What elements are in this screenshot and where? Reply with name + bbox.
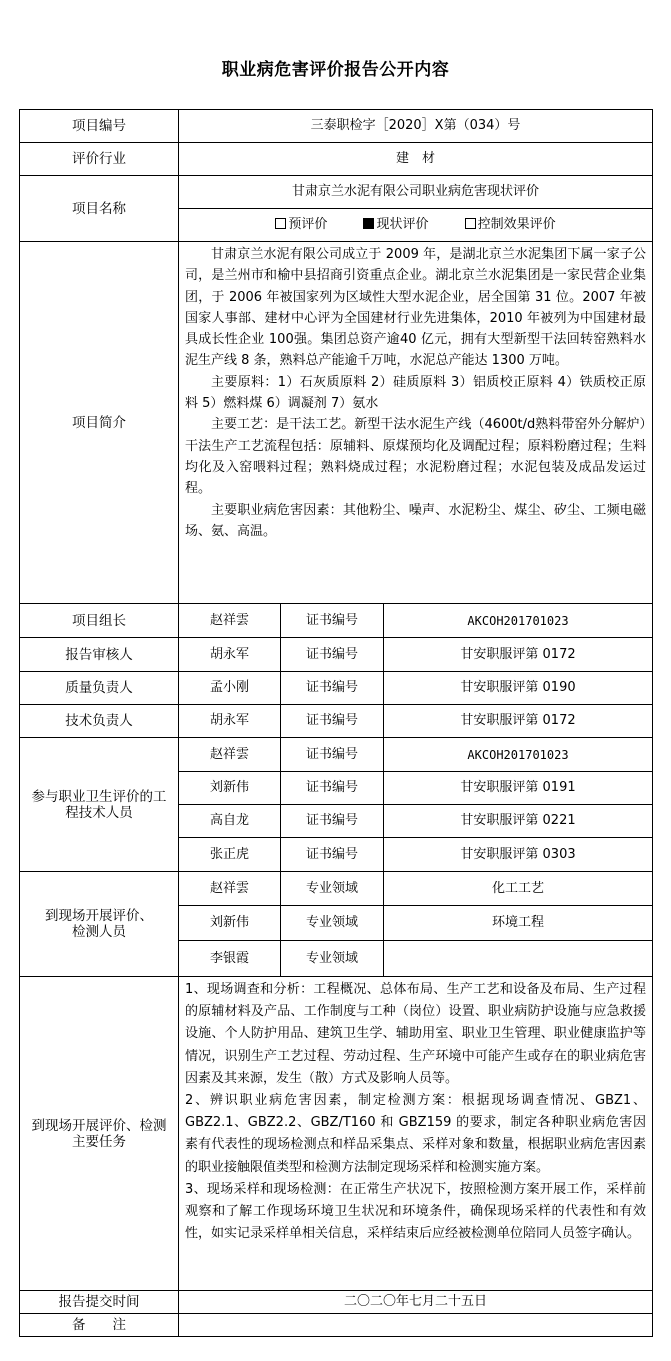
row-tasks <box>20 977 653 1291</box>
submit-date: 二〇二〇年七月二十五日 <box>179 1291 653 1314</box>
quality-label: 质量负责人 <box>20 672 179 705</box>
cert-number: AKCOH201701023 <box>384 604 653 638</box>
intro-paragraph: 主要工艺：是干法工艺。新型干法水泥生产线（4600t/d熟料带窑外分解炉）干法生产工艺流程包括：原辅料、原煤预均化及调配过程；原料粉磨过程；生料均化及入窑喂料过程；熟料烧成过程；水泥粉磨过程；水泥包装及成品发运过程。 <box>185 417 646 497</box>
row-reviewer <box>20 638 653 672</box>
cert-number: 甘安职服评第 0303 <box>384 838 653 872</box>
engineer-name: 高自龙 <box>179 805 281 838</box>
cert-label: 证书编号 <box>281 805 384 838</box>
task-paragraph: 2、辨识职业病危害因素，制定检测方案：根据现场调查情况、GBZ1、GBZ2.1、GBZ2.2、GBZ/T160 和 GBZ159 的要求，制定各种职业病危害因素有代表性的现场检测点和样品采集点、采样对象和数量，根据职业病危害因素的职业接触限值类型和检测方法制定现场采样和检测实施方案。 <box>185 1093 646 1175</box>
cert-label: 证书编号 <box>281 638 384 672</box>
engineers-label: 参与职业卫生评价的工程技术人员 <box>20 738 179 872</box>
row-intro <box>20 242 653 604</box>
cert-label: 证书编号 <box>281 738 384 772</box>
row-submit <box>20 1291 653 1314</box>
leader-label: 项目组长 <box>20 604 179 638</box>
row-engineer <box>20 738 653 772</box>
cert-number: 甘安职服评第 0191 <box>384 772 653 805</box>
row-leader <box>20 604 653 638</box>
option-label: 现状评价 <box>376 217 429 232</box>
cert-number: 甘安职服评第 0172 <box>384 638 653 672</box>
intro-content <box>179 242 653 604</box>
row-field-staff <box>20 872 653 906</box>
intro-label: 项目简介 <box>20 242 179 604</box>
cert-label: 证书编号 <box>281 604 384 638</box>
eval-type-options <box>179 209 653 242</box>
cert-label: 证书编号 <box>281 838 384 872</box>
tasks-label: 到现场开展评价、检测主要任务 <box>20 977 179 1291</box>
field-value: 环境工程 <box>384 906 653 941</box>
row-remarks <box>20 1314 653 1337</box>
report-table <box>19 109 653 1337</box>
staff-name: 赵祥雲 <box>179 872 281 906</box>
engineer-name: 刘新伟 <box>179 772 281 805</box>
intro-paragraph: 主要职业病危害因素：其他粉尘、噪声、水泥粉尘、煤尘、矽尘、工频电磁场、氨、高温。 <box>185 502 646 539</box>
staff-name: 刘新伟 <box>179 906 281 941</box>
cert-label: 证书编号 <box>281 705 384 738</box>
page-title: 职业病危害评价报告公开内容 <box>221 60 450 80</box>
staff-name: 李银霞 <box>179 941 281 977</box>
row-project-no <box>20 110 653 143</box>
row-quality <box>20 672 653 705</box>
technical-label: 技术负责人 <box>20 705 179 738</box>
field-value: 化工工艺 <box>384 872 653 906</box>
option-status-eval <box>363 217 428 233</box>
row-technical <box>20 705 653 738</box>
remarks-value <box>179 1314 653 1337</box>
option-label: 预评价 <box>288 217 328 232</box>
project-name-value: 甘肃京兰水泥有限公司职业病危害现状评价 <box>179 176 653 209</box>
submit-label: 报告提交时间 <box>20 1291 179 1314</box>
project-no-value: 三泰职检字［2020］X第（034）号 <box>179 110 653 143</box>
field-staff-label: 到现场开展评价、检测人员 <box>20 872 179 977</box>
intro-paragraph: 甘肃京兰水泥有限公司成立于 2009 年，是湖北京兰水泥集团下属一家子公司，是兰州市和榆中县招商引资重点企业。湖北京兰水泥集团是一家民营企业集团，于 2006 年被国家列为区域性大型水泥企业，居全国第 31 位。2007 年被国家人事部、建材中心评为全国建材行业先进集体，2010 年被列为中国建材最具成长性企业 100强。集团总资产逾40 亿元，拥有大型新型干法回转窑熟料水泥生产线 8 条，熟料总产能逾千万吨，水泥总产能达 1300 万吨。 <box>185 247 646 369</box>
row-industry <box>20 143 653 176</box>
option-pre-eval <box>275 217 327 233</box>
industry-value: 建 材 <box>179 143 653 176</box>
option-label: 控制效果评价 <box>477 217 556 232</box>
project-name-label: 项目名称 <box>20 176 179 242</box>
field-label: 专业领域 <box>281 906 384 941</box>
engineer-name: 张正虎 <box>179 838 281 872</box>
project-no-label: 项目编号 <box>20 110 179 143</box>
cert-number: AKCOH201701023 <box>384 738 653 772</box>
technical-name: 胡永军 <box>179 705 281 738</box>
reviewer-name: 胡永军 <box>179 638 281 672</box>
task-paragraph: 3、现场采样和现场检测：在正常生产状况下，按照检测方案开展工作，采样前观察和了解工作现场环境卫生状况和环境条件，确保现场采样的代表性和有效性，如实记录采样单相关信息，采样结束后应经被检测单位陪同人员签字确认。 <box>185 1181 646 1242</box>
checkbox-icon <box>275 218 286 229</box>
industry-label: 评价行业 <box>20 143 179 176</box>
intro-paragraph: 主要原料：1）石灰质原料 2）硅质原料 3）铝质校正原料 4）铁质校正原料 5）燃料煤 6）调凝剂 7）氨水 <box>185 374 646 412</box>
checkbox-icon <box>465 218 476 229</box>
cert-number: 甘安职服评第 0221 <box>384 805 653 838</box>
leader-name: 赵祥雲 <box>179 604 281 638</box>
cert-label: 证书编号 <box>281 772 384 805</box>
option-control-eval <box>465 217 556 233</box>
checked-box-icon <box>363 218 374 229</box>
cert-label: 证书编号 <box>281 672 384 705</box>
engineer-name: 赵祥雲 <box>179 738 281 772</box>
field-label: 专业领域 <box>281 941 384 977</box>
reviewer-label: 报告审核人 <box>20 638 179 672</box>
tasks-content <box>179 977 653 1291</box>
remarks-label: 备 注 <box>20 1314 179 1337</box>
quality-name: 孟小刚 <box>179 672 281 705</box>
field-value <box>384 941 653 977</box>
task-paragraph: 1、现场调查和分析：工程概况、总体布局、生产工艺和设备及布局、生产过程的原辅材料及产品、工作制度与工种（岗位）设置、职业病防护设施与应急救援设施、个人防护用品、建筑卫生学、辅助用室、职业卫生管理、职业健康监护等情况，识别生产工艺过程、劳动过程、生产环境中可能产生或存在的职业病危害因素及其来源，发生（散）方式及影响人员等。 <box>185 982 646 1086</box>
field-label: 专业领域 <box>281 872 384 906</box>
cert-number: 甘安职服评第 0190 <box>384 672 653 705</box>
cert-number: 甘安职服评第 0172 <box>384 705 653 738</box>
row-project-name <box>20 176 653 209</box>
